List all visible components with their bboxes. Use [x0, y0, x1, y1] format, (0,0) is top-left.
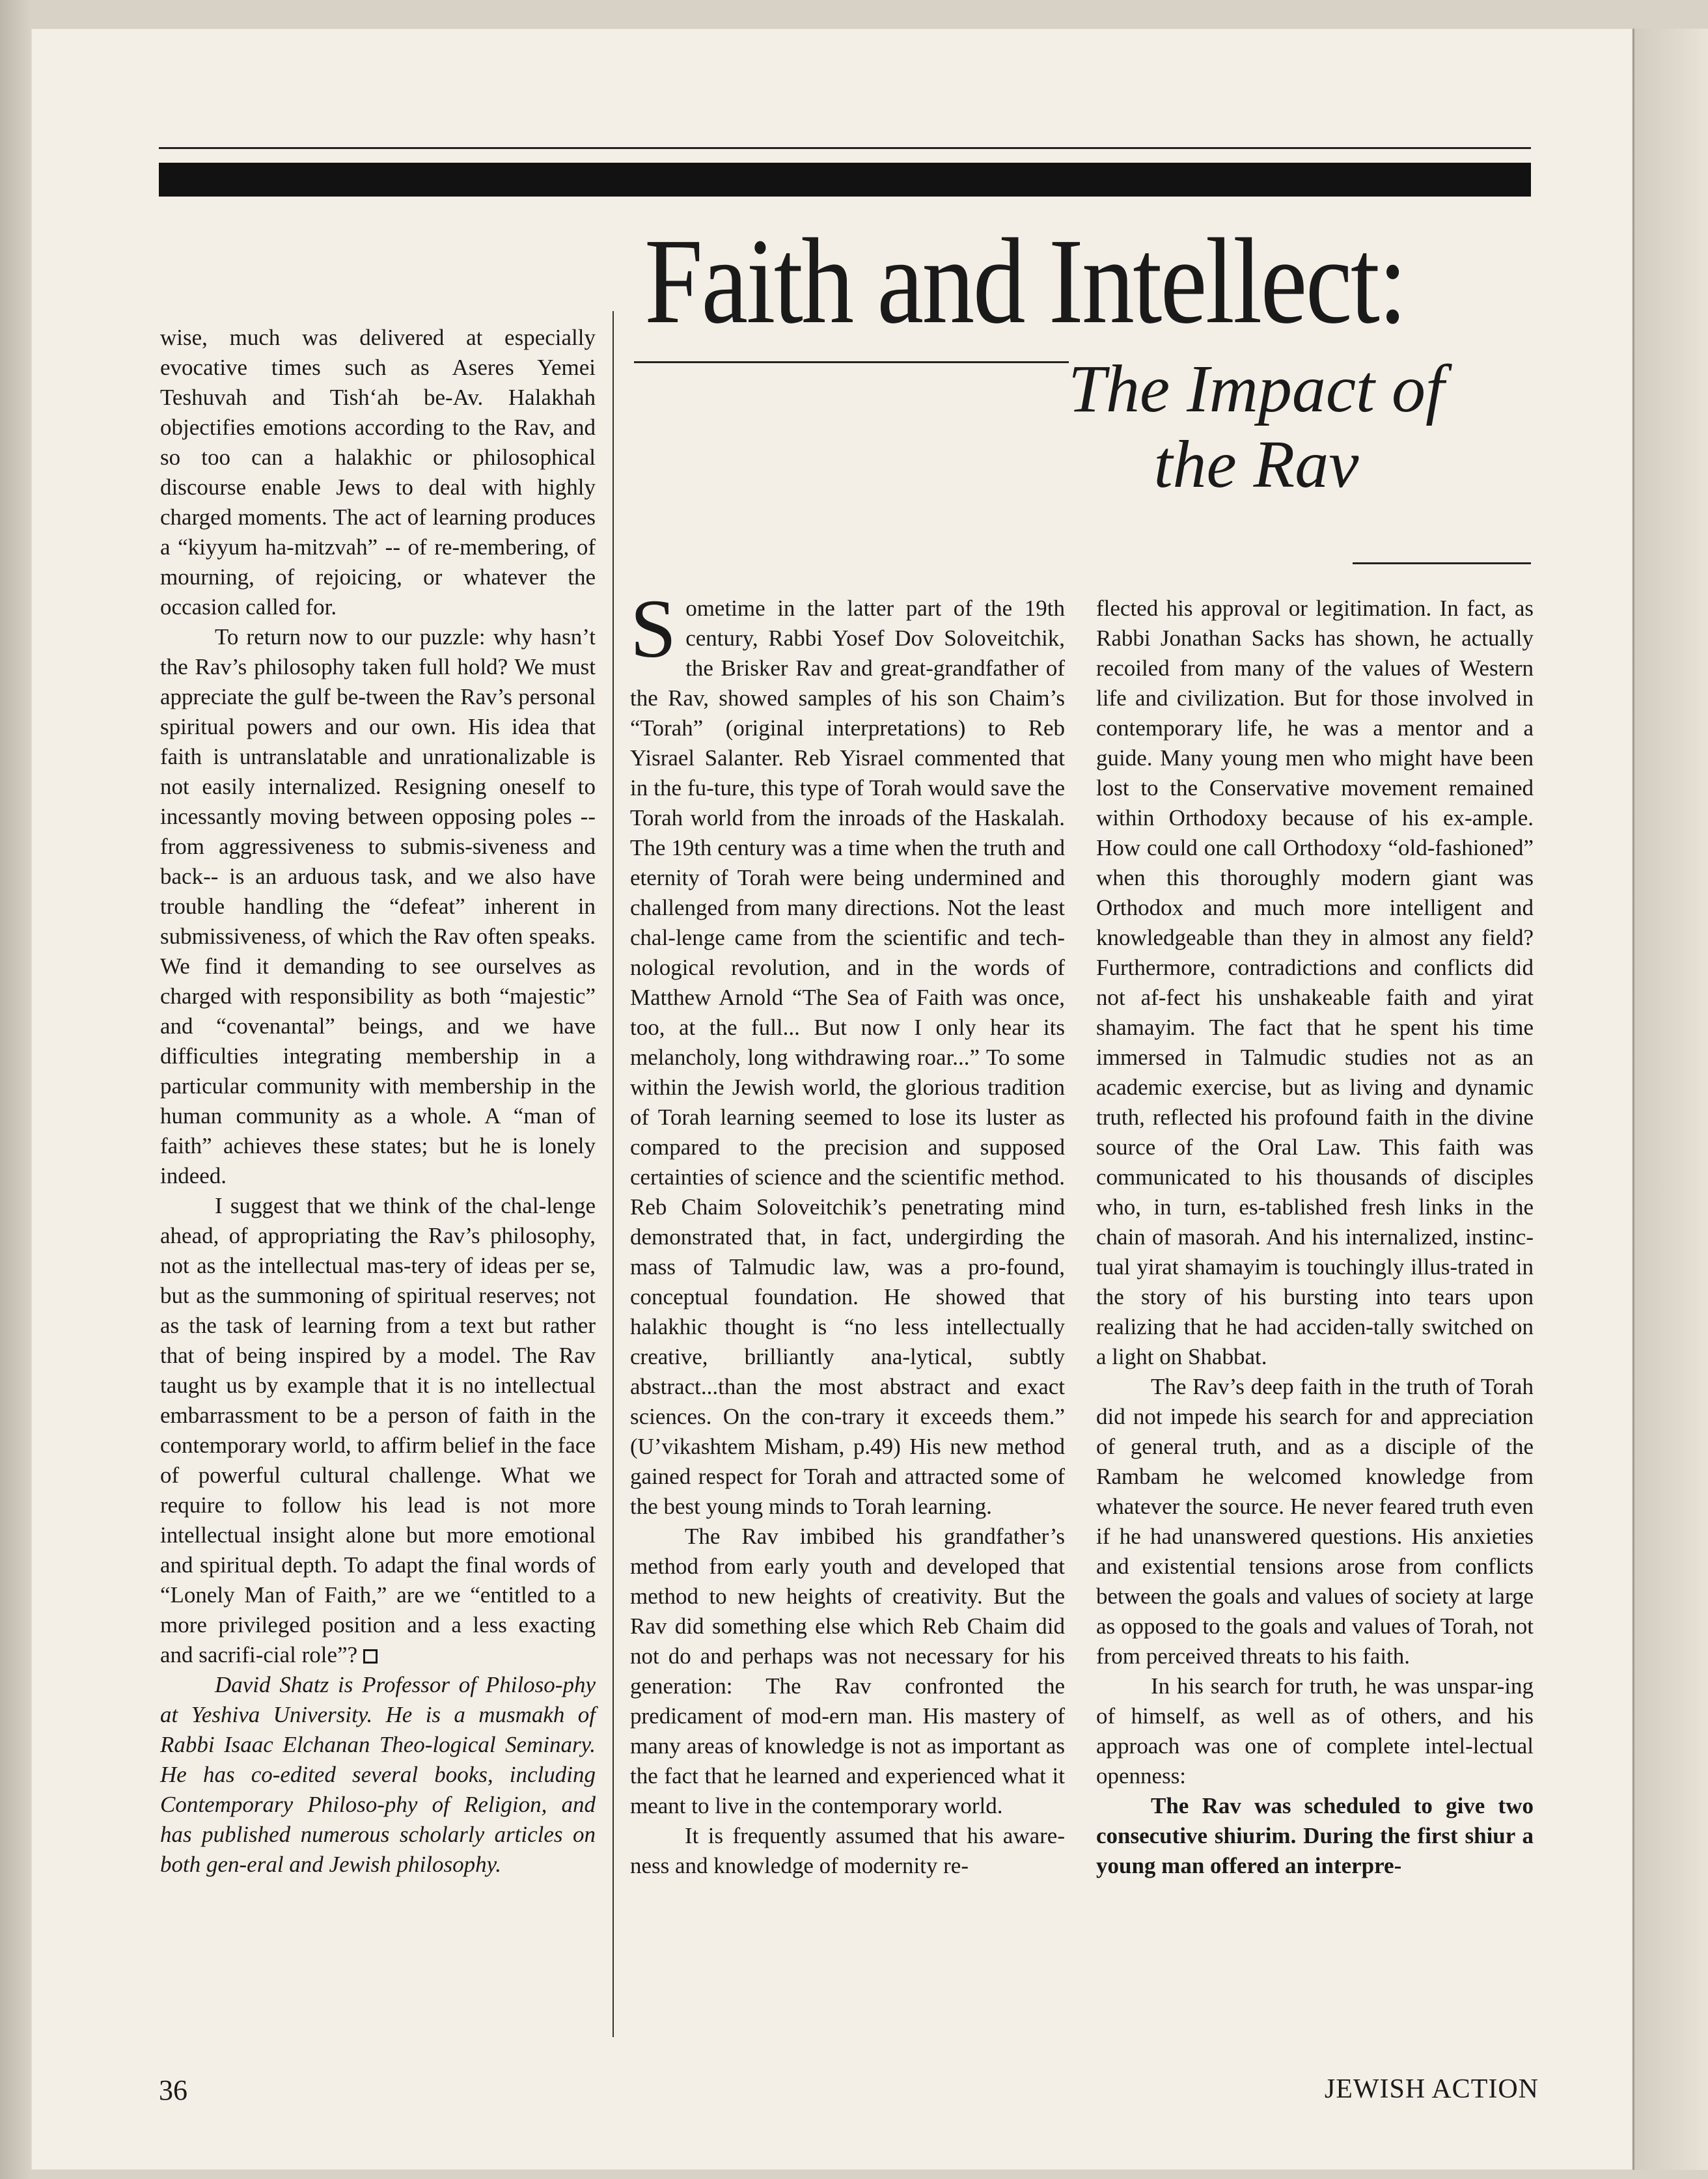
col1-paragraph-3 — [160, 1191, 596, 1670]
column-1 — [160, 323, 596, 1880]
col2-paragraph-1 — [630, 582, 1065, 1522]
col3-paragraph-4: The Rav was scheduled to give two consecutive shiurim. During the first shiur a young man offered an interpre- — [1096, 1793, 1534, 1878]
end-mark-icon — [363, 1649, 378, 1664]
column-2 — [630, 582, 1065, 1881]
header-thin-rule — [159, 147, 1531, 149]
col1-paragraph-3-text: I suggest that we think of the chal-lenge ahead, of appropriating the Rav’s philosophy, not as the intellectual mas-tery of ideas per se, but as the summoning of spiritual reserves; not as the task of learning from a text but rather that of being inspired by a model. The Rav taught us by example that it is no intellectual embarrassment to be a person of faith in the contemporary world, to affirm belief in the face of powerful cultural challenge. What we require to follow his lead is not more intellectual insight alone but more emotional and spiritual depth. To adapt the final words of “Lonely Man of Faith,” are we “entitled to a more privileged position and a less exacting and sacrifi-cial role”? — [160, 1193, 596, 1667]
column-divider — [613, 311, 614, 2037]
col1-paragraph-1: wise, much was delivered at especially evocative times such as Aseres Yemei Teshuvah and Tish‘ah be-Av. Halakhah objectifies emotions according to the Rav, and so too can a halakhic or philosophical discourse enable Jews to deal with highly charged moments. The act of learning produces a “kiyyum ha-mitzvah” -- of re-membering, of mourning, of rejoicing, or whatever the occasion called for. — [160, 325, 596, 620]
binding-edge — [0, 0, 31, 2179]
col3-paragraph-2: The Rav’s deep faith in the truth of Torah did not impede his search for and appreciation of general truth, and as a disciple of the Rambam he welcomed knowledge from whatever the source. He never feared truth even if he had unanswered questions. His anxieties and existential tensions arose from conflicts between the goals and values of society at large as opposed to the goals and values of Torah, not from perceived threats to his faith. — [1096, 1374, 1534, 1669]
col3-paragraph-1: flected his approval or legitimation. In fact, as Rabbi Jonathan Sacks has shown, he actually recoiled from many of the values of Western life and civilization. But for those involved in contemporary life, he was a mentor and a guide. Many young men who might have been lost to the Conservative movement remained within Orthodoxy because of his ex-ample. How could one call Orthodoxy “old-fashioned” when this thoroughly modern giant was Orthodox and much more intelligent and knowledgeable than they in almost any field? Furthermore, contradictions and conflicts did not af-fect his unshakeable faith and yirat shamayim. The fact that he spent his time immersed in Talmudic studies not as an academic exercise, but as living and dynamic truth, reflected his profound faith in the divine source of the Oral Law. This faith was communicated to his thousands of disciples who, in turn, es-tablished fresh links in the chain of masorah. And his internalized, instinc-tual yirat shamayim is touchingly illus-trated in the story of his bursting into tears upon realizing that he had acciden-tally switched on a light on Shabbat. — [1096, 596, 1534, 1369]
col2-paragraph-2: The Rav imbibed his grandfather’s method from early youth and developed that method to new heights of creativity. But the Rav did something else which Reb Chaim did not do and perhaps was not necessary for his generation: The Rav confronted the predicament of mod-ern man. His mastery of many areas of knowledge is not as important as the fact that he learned and experienced what it meant to live in the contemporary world. — [630, 1524, 1065, 1818]
column-3 — [1096, 594, 1534, 1881]
col2-paragraph-3: It is frequently assumed that his aware-ness and knowledge of modernity re- — [630, 1823, 1065, 1878]
article-subtitle: The Impact of the Rav — [1068, 351, 1444, 502]
article-title: Faith and Intellect: — [644, 213, 1406, 349]
facing-page-edge — [1632, 29, 1708, 2170]
page-number: 36 — [159, 2074, 187, 2106]
drop-cap: S — [630, 582, 677, 675]
title-underline — [634, 361, 1069, 363]
author-bio: David Shatz is Professor of Philoso-phy at Yeshiva University. He is a musmakh of Rabbi Isaac Elchanan Theo-logical Seminary. He has co-edited several books, including Contemporary Philoso-phy of Religion, and has published numerous scholarly articles on both gen-eral and Jewish philosophy. — [160, 1672, 596, 1877]
header-thick-bar — [159, 163, 1531, 197]
magazine-name: JEWISH ACTION — [1324, 2074, 1539, 2104]
col2-paragraph-1-text: ometime in the latter part of the 19th century, Rabbi Yosef Dov Soloveitchik, the Brisker Rav and great-grandfather of the Rav, showed samples of his son Chaim’s “Torah” (original interpretations) to Reb Yisrael Salanter. Reb Yisrael commented that in the fu-ture, this type of Torah would save the Torah world from the inroads of the Haskalah. The 19th century was a time when the truth and eternity of Torah were being undermined and challenged from many directions. Not the least chal-lenge came from the scientific and tech-nological revolution, and in the words of Matthew Arnold “The Sea of Faith was once, too, at the full... But now I only hear its melancholy, long withdrawing roar...” To some within the Jewish world, the glorious tradition of Torah learning seemed to lose its luster as compared to the precision and supposed certainties of science and the scientific method. Reb Chaim Soloveitchik’s penetrating mind demonstrated that, in fact, undergirding the mass of Talmudic law, was a pro-found, conceptual foundation. He showed that halakhic thought is “no less intellectually creative, brilliantly ana-lytical, subtly abstract...than the most abstract and exact sciences. On the con-trary it exceeds them.” (U’vikashtem Misham, p.49) His new method gained respect for Torah and attracted some of the best young minds to Torah learning. — [630, 596, 1065, 1519]
subtitle-rule — [1353, 562, 1531, 564]
col1-paragraph-2: To return now to our puzzle: why hasn’t the Rav’s philosophy taken full hold? We must appreciate the gulf be-tween the Rav’s personal spiritual powers and our own. His idea that faith is untranslatable and unrationalizable is not easily internalized. Resigning oneself to incessantly moving between opposing poles -- from aggressiveness to submis-siveness and back-- is an arduous task, and we also have trouble handling the “defeat” inherent in submissiveness, of which the Rav often speaks. We find it demanding to see ourselves as charged with responsibility as both “majestic” and “covenantal” beings, and we have difficulties integrating membership in a particular community with membership in the human community as a whole. A “man of faith” achieves these states; but he is lonely indeed. — [160, 624, 596, 1188]
col3-paragraph-3: In his search for truth, he was unspar-ing of himself, as well as of others, and his approach was one of complete intel-lectual openness: — [1096, 1673, 1534, 1788]
